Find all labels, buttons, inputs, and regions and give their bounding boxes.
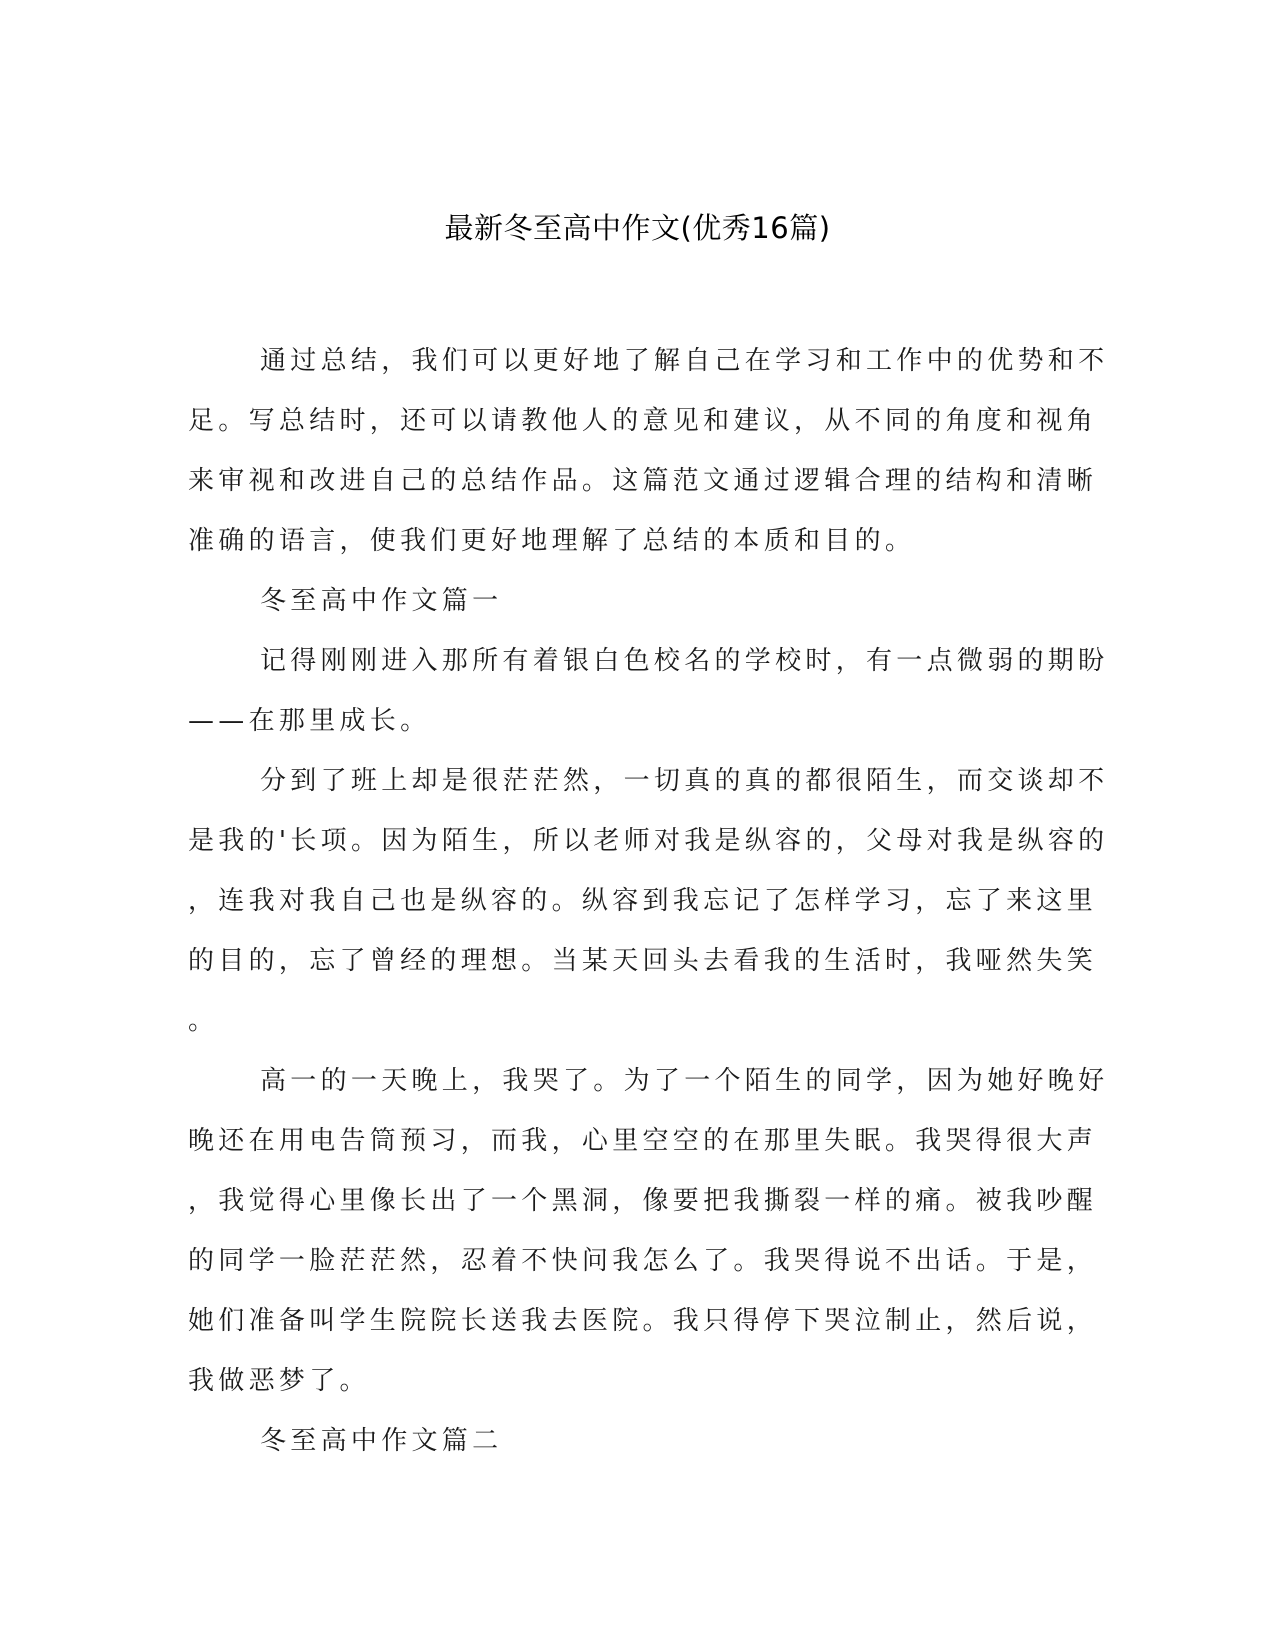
text-line: ——在那里成长。 — [188, 706, 431, 736]
text-line: 。 — [188, 1006, 219, 1036]
intro-paragraph — [188, 331, 1109, 571]
text-line: 她们准备叫学生院院长送我去医院。我只得停下哭泣制止，然后说， — [188, 1306, 1098, 1336]
document-body — [188, 331, 1109, 1471]
text-line: 的目的，忘了曾经的理想。当某天回头去看我的生活时，我哑然失笑 — [188, 946, 1098, 976]
text-line: 通过总结，我们可以更好地了解自己在学习和工作中的优势和不 — [260, 346, 1109, 376]
text-line: 记得刚刚进入那所有着银白色校名的学校时，有一点微弱的期盼 — [260, 646, 1109, 676]
section1-paragraph-2 — [188, 751, 1109, 1051]
text-line: 足。写总结时，还可以请教他人的意见和建议，从不同的角度和视角 — [188, 406, 1098, 436]
text-line: 我做恶梦了。 — [188, 1366, 370, 1396]
text-line: 来审视和改进自己的总结作品。这篇范文通过逻辑合理的结构和清晰 — [188, 466, 1098, 496]
text-line: 分到了班上却是很茫茫然，一切真的真的都很陌生，而交谈却不 — [260, 766, 1109, 796]
text-line: 是我的'长项。因为陌生，所以老师对我是纵容的，父母对我是纵容的 — [188, 826, 1109, 856]
section1-paragraph-3 — [188, 1051, 1109, 1411]
text-line: 晚还在用电告筒预习，而我，心里空空的在那里失眠。我哭得很大声 — [188, 1126, 1098, 1156]
text-line: 准确的语言，使我们更好地理解了总结的本质和目的。 — [188, 526, 916, 556]
section-heading-1: 冬至高中作文篇一 — [260, 586, 503, 616]
section1-paragraph-1 — [188, 631, 1109, 751]
text-line: 高一的一天晚上，我哭了。为了一个陌生的同学，因为她好晚好 — [260, 1066, 1109, 1096]
text-line: 的同学一脸茫茫然，忍着不快问我怎么了。我哭得说不出话。于是， — [188, 1246, 1098, 1276]
section-heading-2: 冬至高中作文篇二 — [260, 1426, 503, 1456]
document-title: 最新冬至高中作文(优秀16篇) — [444, 211, 831, 245]
text-line: ，连我对我自己也是纵容的。纵容到我忘记了怎样学习，忘了来这里 — [188, 886, 1098, 916]
text-line: ，我觉得心里像长出了一个黑洞，像要把我撕裂一样的痛。被我吵醒 — [188, 1186, 1098, 1216]
